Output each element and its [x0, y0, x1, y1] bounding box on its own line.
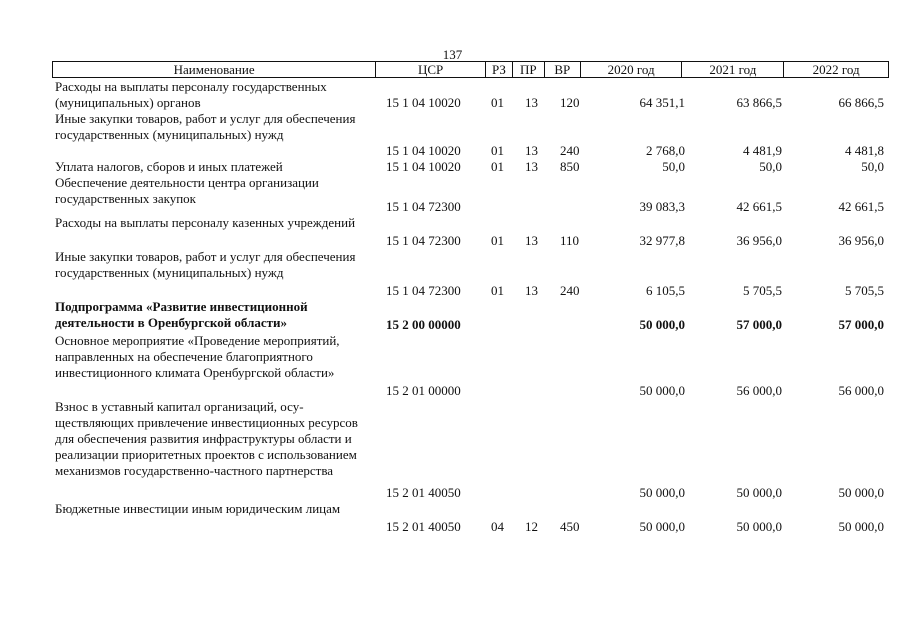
row-rz: 04 — [491, 519, 504, 535]
row-2022: 50,0 — [861, 159, 884, 175]
row-rz: 01 — [491, 143, 504, 159]
header-rz: РЗ — [486, 62, 513, 77]
row-name: Бюджетные инвестиции иным юридическим лицам — [55, 501, 341, 516]
table-header — [52, 61, 889, 78]
row-2020: 2 768,0 — [646, 143, 685, 159]
row-csr: 15 1 04 72300 — [386, 199, 461, 215]
row-2022: 66 866,5 — [838, 95, 884, 111]
row-2021: 57 000,0 — [736, 317, 782, 333]
header-vr: ВР — [545, 62, 581, 77]
row-rz: 01 — [491, 283, 504, 299]
row-csr: 15 1 04 10020 — [386, 95, 461, 111]
table-row — [0, 159, 905, 175]
row-2022: 56 000,0 — [838, 383, 884, 399]
row-name: Взнос в уставный капитал организаций, осуществляющих привлечение инвестиционных ресурсов для обеспечения развития инфраструктуры области и реализации приоритетных проектов с использованием механизмов государственно-частного партнерства — [55, 399, 358, 478]
row-2022: 4 481,8 — [845, 143, 884, 159]
row-vr: 120 — [560, 95, 580, 111]
row-csr: 15 1 04 72300 — [386, 283, 461, 299]
table-row — [0, 333, 905, 399]
row-csr: 15 2 01 40050 — [386, 485, 461, 501]
row-2021: 56 000,0 — [736, 383, 782, 399]
row-2021: 5 705,5 — [743, 283, 782, 299]
row-csr: 15 1 04 10020 — [386, 159, 461, 175]
row-2021: 36 956,0 — [736, 233, 782, 249]
row-vr: 240 — [560, 283, 580, 299]
row-rz: 01 — [491, 95, 504, 111]
header-pr: ПР — [513, 62, 545, 77]
row-2021: 50,0 — [759, 159, 782, 175]
row-2022: 36 956,0 — [838, 233, 884, 249]
row-csr: 15 1 04 10020 — [386, 143, 461, 159]
row-2022: 50 000,0 — [838, 485, 884, 501]
table-row — [0, 111, 905, 159]
row-pr: 13 — [525, 159, 538, 175]
row-2022: 5 705,5 — [845, 283, 884, 299]
row-name: Подпрограмма «Развитие инвестиционной деятельности в Оренбургской области» — [55, 299, 308, 330]
row-vr: 850 — [560, 159, 580, 175]
header-name: Наименование — [53, 62, 376, 77]
header-2021: 2021 год — [682, 62, 784, 77]
row-name: Иные закупки товаров, работ и услуг для обеспечения государственных (муниципальных) нужд — [55, 249, 356, 280]
row-2022: 42 661,5 — [838, 199, 884, 215]
table-row — [0, 175, 905, 215]
row-name: Иные закупки товаров, работ и услуг для обеспечения государственных (муниципальных) нужд — [55, 111, 356, 142]
row-name: Обеспечение деятельности центра организации государственных закупок — [55, 175, 319, 206]
row-2021: 42 661,5 — [736, 199, 782, 215]
row-name: Расходы на выплаты персоналу государственных (муниципальных) органов — [55, 79, 327, 110]
row-pr: 13 — [525, 233, 538, 249]
row-vr: 240 — [560, 143, 580, 159]
row-2020: 6 105,5 — [646, 283, 685, 299]
row-2021: 63 866,5 — [736, 95, 782, 111]
table-row — [0, 399, 905, 501]
row-2022: 57 000,0 — [838, 317, 884, 333]
row-2020: 39 083,3 — [639, 199, 685, 215]
row-2021: 50 000,0 — [736, 485, 782, 501]
page-number: 137 — [442, 47, 463, 62]
header-2022: 2022 год — [812, 62, 860, 77]
row-2020: 50 000,0 — [639, 485, 685, 501]
row-2020: 50 000,0 — [639, 383, 685, 399]
row-rz: 01 — [491, 159, 504, 175]
row-csr: 15 2 01 00000 — [386, 383, 461, 399]
row-2020: 50,0 — [662, 159, 685, 175]
row-csr: 15 1 04 72300 — [386, 233, 461, 249]
table-row — [0, 249, 905, 299]
table-row-subprogram — [0, 299, 905, 333]
row-2020: 64 351,1 — [639, 95, 685, 111]
row-2022: 50 000,0 — [838, 519, 884, 535]
row-csr: 15 2 00 00000 — [386, 317, 461, 333]
row-pr: 12 — [525, 519, 538, 535]
row-pr: 13 — [525, 283, 538, 299]
row-pr: 13 — [525, 143, 538, 159]
table-row — [0, 79, 905, 111]
table-row — [0, 501, 905, 535]
header-2020: 2020 год — [581, 62, 683, 77]
row-2021: 4 481,9 — [743, 143, 782, 159]
header-csr: ЦСР — [376, 62, 486, 77]
row-pr: 13 — [525, 95, 538, 111]
row-2020: 50 000,0 — [639, 519, 685, 535]
row-2020: 50 000,0 — [639, 317, 685, 333]
row-2020: 32 977,8 — [639, 233, 685, 249]
row-vr: 110 — [560, 233, 580, 249]
table-row — [0, 215, 905, 249]
row-rz: 01 — [491, 233, 504, 249]
row-name: Расходы на выплаты персоналу казенных учреждений — [55, 215, 356, 230]
row-name: Основное мероприятие «Проведение мероприятий, направленных на обеспечение благоприятного инвестиционного климата Оренбургской области» — [55, 333, 340, 380]
row-csr: 15 2 01 40050 — [386, 519, 461, 535]
row-2021: 50 000,0 — [736, 519, 782, 535]
row-name: Уплата налогов, сборов и иных платежей — [55, 159, 283, 174]
row-vr: 450 — [560, 519, 580, 535]
